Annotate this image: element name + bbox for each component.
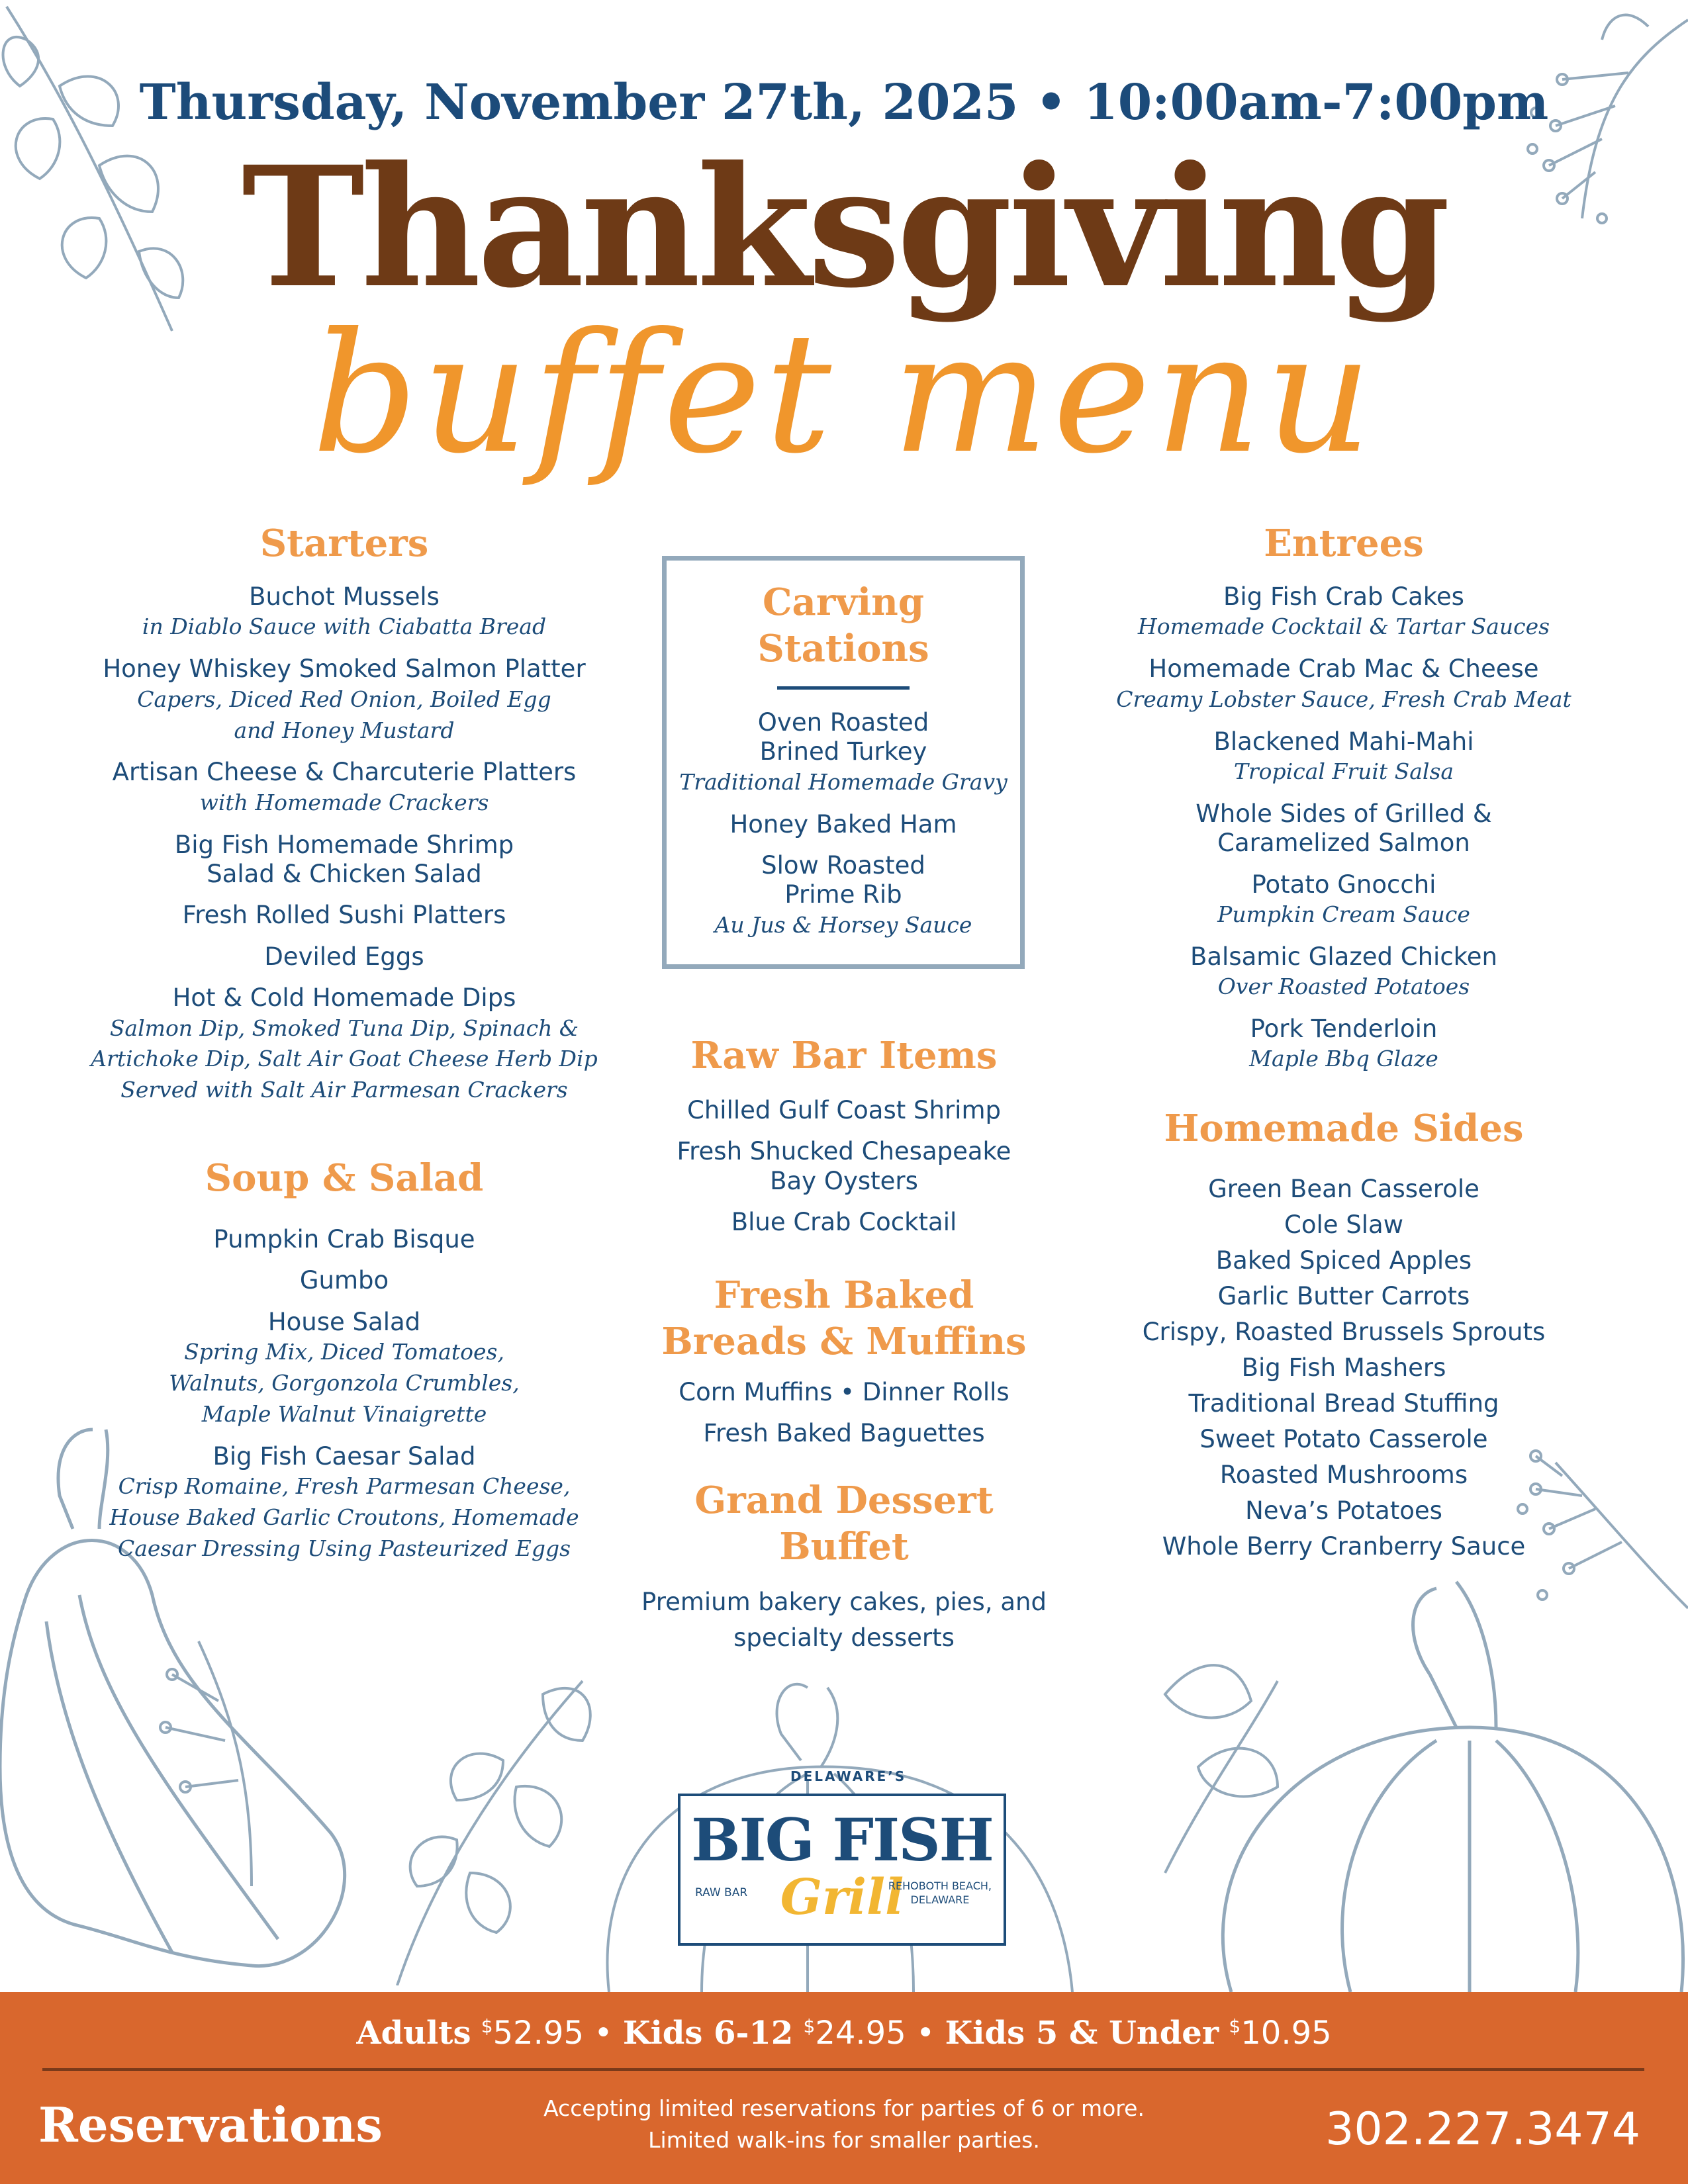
menu-item: Fresh Shucked Chesapeake xyxy=(677,1137,1011,1166)
section-title: Grand Dessert xyxy=(694,1479,994,1522)
menu-item-desc: Salmon Dip, Smoked Tuna Dip, Spinach & xyxy=(109,1015,579,1041)
menu-item: Roasted Mushrooms xyxy=(1219,1461,1468,1490)
menu-item: Slow Roasted xyxy=(761,851,925,880)
menu-item: Cole Slaw xyxy=(1284,1210,1403,1240)
menu-item: Potato Gnocchi xyxy=(1251,870,1436,899)
section-title: Soup & Salad xyxy=(205,1156,484,1200)
menu-item: Honey Baked Ham xyxy=(729,809,957,839)
logo-script: Grill xyxy=(780,1869,904,1926)
menu-item-desc: Caesar Dressing Using Pasteurized Eggs xyxy=(117,1535,571,1561)
small-kids-price-value: 10.95 xyxy=(1241,2015,1332,2052)
section-title: Raw Bar Items xyxy=(690,1034,998,1077)
menu-item-desc: Capers, Diced Red Onion, Boiled Egg xyxy=(137,686,551,712)
section-title: Entrees xyxy=(1264,522,1424,565)
menu-item-desc: Tropical Fruit Salsa xyxy=(1233,758,1454,784)
menu-item-desc: Traditional Homemade Gravy xyxy=(679,768,1008,795)
menu-item: Neva’s Potatoes xyxy=(1245,1496,1442,1525)
event-date-line: Thursday, November 27th, 2025 • 10:00am-7:00pm xyxy=(139,74,1549,131)
menu-item: Garlic Butter Carrots xyxy=(1217,1282,1470,1311)
page-subtitle: buffet menu xyxy=(312,297,1376,490)
menu-item: Caramelized Salmon xyxy=(1217,829,1470,858)
logo-name: BIG FISH xyxy=(691,1805,993,1874)
sides-section xyxy=(1066,1105,1622,1565)
dessert-section xyxy=(635,1477,1053,1655)
starters-section xyxy=(66,520,622,1106)
menu-item: Bay Oysters xyxy=(770,1166,918,1195)
menu-item: Premium bakery cakes, pies, and xyxy=(641,1588,1047,1616)
menu-item-desc: with Homemade Crackers xyxy=(199,789,489,815)
menu-item: Homemade Crab Mac & Cheese xyxy=(1149,655,1539,684)
price-separator: • xyxy=(594,2015,613,2052)
menu-item-desc: Crisp Romaine, Fresh Parmesan Cheese, xyxy=(118,1473,571,1500)
logo-arc-text: DELAWARE’S xyxy=(790,1768,907,1784)
menu-item: specialty desserts xyxy=(733,1623,955,1652)
menu-item: Baked Spiced Apples xyxy=(1215,1246,1472,1275)
kids-price xyxy=(803,2015,906,2052)
menu-item: Green Bean Casserole xyxy=(1208,1175,1479,1203)
menu-item: Big Fish Mashers xyxy=(1241,1353,1446,1383)
menu-item: Whole Sides of Grilled & xyxy=(1196,799,1492,828)
price-line xyxy=(0,2015,1688,2052)
menu-item: Oven Roasted xyxy=(757,708,929,737)
menu-item: Hot & Cold Homemade Dips xyxy=(172,983,516,1013)
menu-item-desc: Homemade Cocktail & Tartar Sauces xyxy=(1137,614,1550,640)
menu-item: Gumbo xyxy=(299,1266,389,1295)
reservations-label: Reservations xyxy=(38,2097,383,2153)
menu-item: Blue Crab Cocktail xyxy=(731,1208,957,1237)
menu-item: Pork Tenderloin xyxy=(1250,1015,1438,1044)
menu-item: Big Fish Caesar Salad xyxy=(212,1441,476,1471)
menu-item: Blackened Mahi-Mahi xyxy=(1213,727,1474,756)
section-title: Homemade Sides xyxy=(1164,1107,1524,1150)
menu-item-desc: Over Roasted Potatoes xyxy=(1217,974,1470,1000)
currency-symbol: $ xyxy=(1229,2015,1241,2037)
phone-number[interactable]: 302.227.3474 xyxy=(1325,2103,1640,2156)
menu-item-desc: Creamy Lobster Sauce, Fresh Crab Meat xyxy=(1116,686,1571,712)
logo-right-tag-line: REHOBOTH BEACH, xyxy=(888,1880,992,1892)
kids-price-value: 24.95 xyxy=(815,2015,906,2052)
menu-item: Fresh Baked Baguettes xyxy=(703,1419,985,1448)
adults-price xyxy=(481,2015,584,2052)
section-title: Stations xyxy=(757,627,929,670)
menu-item-desc: Maple Walnut Vinaigrette xyxy=(201,1400,487,1427)
menu-item: Chilled Gulf Coast Shrimp xyxy=(687,1096,1001,1124)
carving-stations-box xyxy=(662,556,1025,969)
menu-item-desc: House Baked Garlic Croutons, Homemade xyxy=(109,1504,579,1530)
small-kids-label: Kids 5 & Under xyxy=(945,2015,1219,2052)
menu-item: Big Fish Crab Cakes xyxy=(1223,582,1464,611)
adults-label: Adults xyxy=(356,2015,471,2052)
section-title: Fresh Baked xyxy=(714,1273,974,1317)
reservations-note-line: Limited walk-ins for smaller parties. xyxy=(648,2126,1040,2153)
kids-label: Kids 6-12 xyxy=(622,2015,794,2052)
menu-item: Sweet Potato Casserole xyxy=(1199,1425,1488,1454)
logo-right-tag xyxy=(888,1880,992,1907)
menu-item-desc: in Diablo Sauce with Ciabatta Bread xyxy=(142,614,547,640)
menu-item: Balsamic Glazed Chicken xyxy=(1190,942,1497,971)
raw-bar-section xyxy=(635,1032,1053,1238)
soup-salad-section xyxy=(66,1155,622,1565)
adults-price-value: 52.95 xyxy=(492,2015,584,2052)
menu-item: Honey Whiskey Smoked Salmon Platter xyxy=(103,655,586,684)
footer-divider xyxy=(42,2068,1644,2071)
menu-item: Buchot Mussels xyxy=(249,582,440,611)
section-title: Breads & Muffins xyxy=(661,1320,1027,1363)
pumpkin-icon xyxy=(1125,1575,1688,1992)
menu-item: House Salad xyxy=(267,1307,421,1336)
breads-section xyxy=(635,1272,1053,1449)
page-title: Thanksgiving xyxy=(241,130,1447,324)
section-title: Starters xyxy=(259,522,429,565)
menu-item: Big Fish Homemade Shrimp xyxy=(174,830,514,859)
menu-item-desc: Walnuts, Gorgonzola Crumbles, xyxy=(169,1370,520,1396)
menu-item: Brined Turkey xyxy=(759,737,927,766)
price-separator: • xyxy=(916,2015,935,2052)
reservations-note-line: Accepting limited reservations for parties of 6 or more. xyxy=(543,2095,1145,2121)
menu-item: Deviled Eggs xyxy=(264,942,424,971)
menu-item-desc: Pumpkin Cream Sauce xyxy=(1217,901,1470,927)
menu-item: Corn Muffins • Dinner Rolls xyxy=(679,1378,1009,1406)
menu-item: Pumpkin Crab Bisque xyxy=(213,1225,475,1253)
currency-symbol: $ xyxy=(803,2015,816,2037)
menu-item-desc: Artichoke Dip, Salt Air Goat Cheese Herb Dip xyxy=(91,1046,598,1072)
reservations-note xyxy=(463,2093,1225,2156)
menu-item: Crispy, Roasted Brussels Sprouts xyxy=(1142,1318,1546,1347)
menu-item-desc: Served with Salt Air Parmesan Crackers xyxy=(120,1077,568,1103)
logo-right-tag-line: DELAWARE xyxy=(910,1893,970,1906)
small-kids-price xyxy=(1229,2015,1331,2052)
logo-left-tag: RAW BAR xyxy=(695,1886,748,1899)
currency-symbol: $ xyxy=(481,2015,493,2037)
menu-item: Fresh Rolled Sushi Platters xyxy=(182,901,506,930)
menu-item: Prime Rib xyxy=(784,880,902,909)
section-title: Buffet xyxy=(779,1525,909,1569)
section-title: Carving xyxy=(762,580,925,624)
entrees-section xyxy=(1066,520,1622,1075)
menu-item: Traditional Bread Stuffing xyxy=(1188,1389,1499,1418)
menu-item-desc: Maple Bbq Glaze xyxy=(1249,1046,1438,1072)
menu-item: Whole Berry Cranberry Sauce xyxy=(1162,1532,1526,1561)
menu-item: Salad & Chicken Salad xyxy=(207,860,482,888)
menu-item-desc: and Honey Mustard xyxy=(234,717,455,743)
restaurant-logo xyxy=(678,1767,1006,1946)
menu-item: Artisan Cheese & Charcuterie Platters xyxy=(112,758,577,787)
menu-item-desc: Spring Mix, Diced Tomatoes, xyxy=(184,1339,504,1365)
menu-item-desc: Au Jus & Horsey Sauce xyxy=(714,911,972,938)
divider xyxy=(777,686,910,690)
